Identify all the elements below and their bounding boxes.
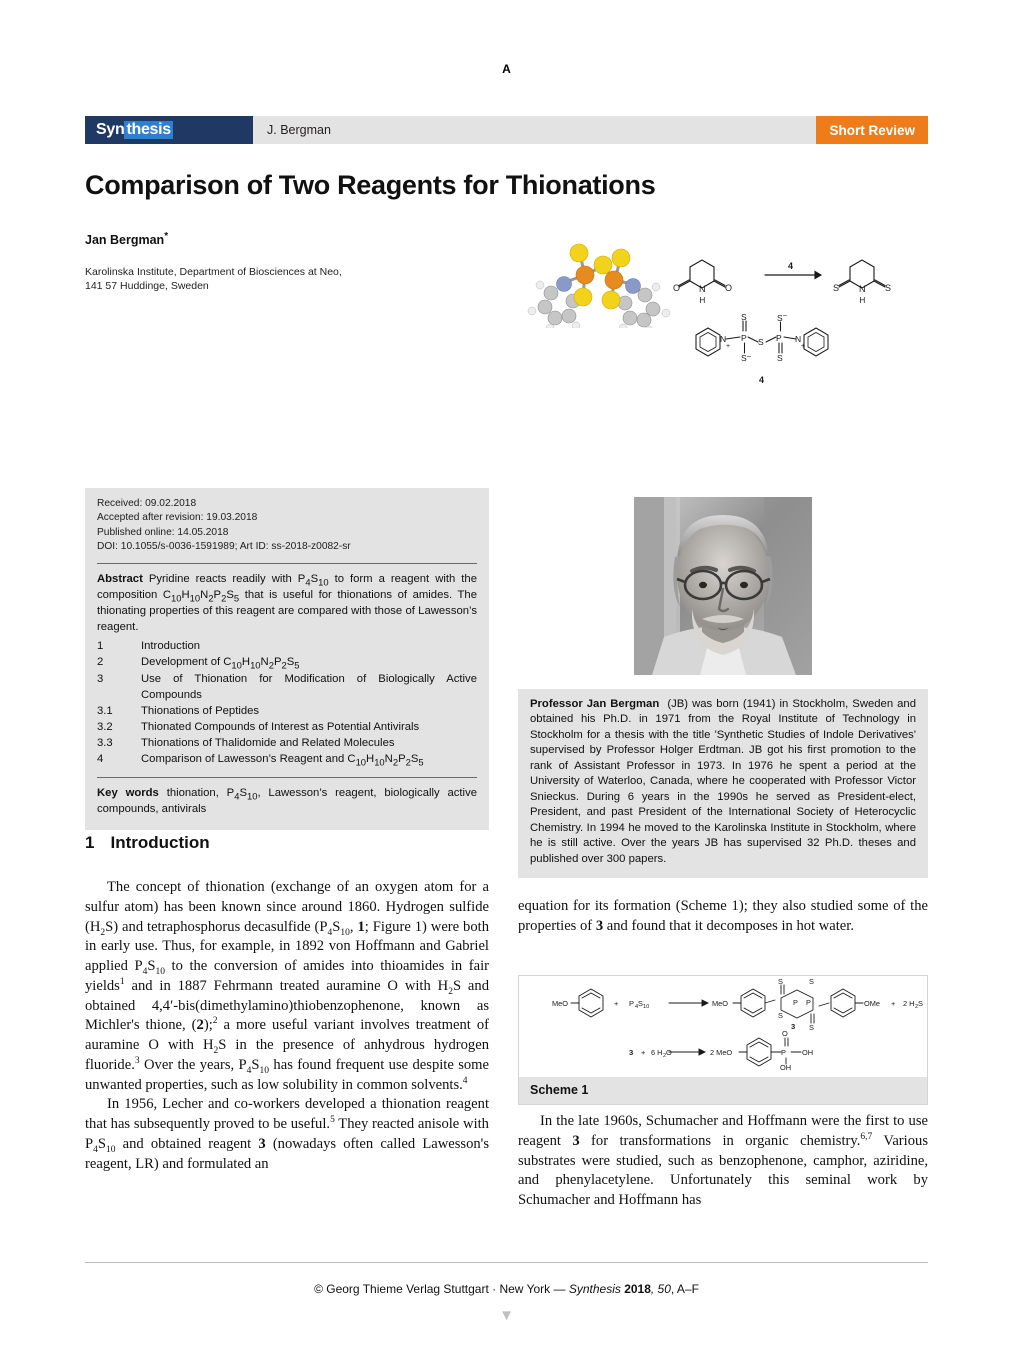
label-oh-1: OH bbox=[802, 1048, 814, 1057]
scheme-1-caption: Scheme 1 bbox=[519, 1077, 927, 1104]
atom-label-n-plus-left: N bbox=[720, 334, 727, 344]
atom-label-o-right: O bbox=[725, 283, 733, 293]
author-photo-wrapper bbox=[518, 488, 928, 689]
label-2meo: 2 MeO bbox=[710, 1048, 733, 1057]
atom-label-p-left: P bbox=[741, 333, 747, 343]
graphical-abstract-reaction-scheme bbox=[670, 225, 935, 395]
author-biography-text bbox=[518, 689, 928, 878]
affiliation bbox=[85, 265, 415, 293]
label-ome: OMe bbox=[864, 999, 881, 1008]
atom-label-h-left: H bbox=[699, 296, 706, 305]
atom-label-s-bottom-right: S bbox=[777, 353, 783, 363]
atom-label-s-right: S bbox=[885, 283, 892, 293]
affiliation-line-1: Karolinska Institute, Department of Biosciences at Neo, bbox=[85, 266, 342, 278]
avatar bbox=[634, 497, 812, 675]
accepted-date: Accepted after revision: 19.03.2018 bbox=[97, 512, 258, 524]
article-type-badge: Short Review bbox=[816, 116, 928, 144]
page-marker: A bbox=[502, 62, 511, 76]
running-head-author: J. Bergman bbox=[267, 123, 331, 137]
molecular-3d-model-image bbox=[523, 233, 673, 328]
svg-text:2: 2 bbox=[915, 1004, 919, 1010]
label-s-bottom: S bbox=[809, 1023, 814, 1032]
abstract bbox=[97, 572, 477, 636]
toc-number: 1 bbox=[97, 639, 104, 652]
toc-label: Use of Thionation for Modification of Biologically Active Compounds bbox=[141, 673, 477, 702]
published-date: Published online: 14.05.2018 bbox=[97, 526, 229, 538]
label-plus-1: + bbox=[614, 999, 619, 1008]
doi-line: DOI: 10.1055/s-0036-1591989; Art ID: ss-2018-z0082-sr bbox=[97, 541, 351, 553]
toc-label: Thionated Compounds of Interest as Potential Antivirals bbox=[141, 721, 420, 734]
label-o-double: O bbox=[782, 1029, 788, 1038]
atom-label-s-top-right: S bbox=[777, 313, 783, 323]
charge-plus-right: + bbox=[801, 343, 806, 350]
article-info-abstract-box bbox=[85, 488, 489, 830]
author-biography-name: Professor Jan Bergman bbox=[530, 698, 660, 710]
toc-label: Thionations of Thalidomide and Related Molecules bbox=[141, 737, 395, 750]
footer-pages: , A–F bbox=[670, 1282, 699, 1296]
toc-number: 2 bbox=[97, 655, 104, 668]
charge-minus-right: – bbox=[783, 312, 787, 319]
toc-number: 4 bbox=[97, 753, 104, 766]
atom-label-n-left: N bbox=[699, 284, 706, 294]
toc-label: Comparison of Lawesson’s Reagent and $C_{10}H_{10}N_2P_2S_5$ bbox=[141, 753, 424, 768]
reagent-label-above-arrow: 4 bbox=[788, 261, 794, 271]
atom-label-n-right: N bbox=[859, 284, 866, 294]
journal-logo-syn: Syn bbox=[96, 121, 125, 138]
label-oh-2: OH bbox=[780, 1063, 792, 1072]
toc-label: Development of $C_{10}H_{10}N_2P_2S_5$ bbox=[141, 655, 300, 670]
label-p-phosphonic: P bbox=[781, 1048, 786, 1057]
scheme-1-figure bbox=[518, 975, 928, 1105]
paragraph-intro-2-continued: equation for its formation (Scheme 1); they also studied some of the properties of 3 and found that it decomposes in hot water. bbox=[518, 898, 928, 934]
atom-label-s-left: S bbox=[833, 283, 840, 293]
paragraph-intro-3: In the late 1960s, Schumacher and Hoffmann were the first to use reagent 3 for transformations in organic chemistry.$^{6,7}$ Various substrates were studied, such as benzophenone, camphor, aziridine, and phenylacetylene. Unfortunately this seminal work by Schumacher and Hoffmann has bbox=[518, 1113, 928, 1209]
footer-year: 2018 bbox=[620, 1282, 651, 1296]
section-title: Introduction bbox=[110, 833, 210, 852]
footer-journal-name: Synthesis bbox=[568, 1282, 621, 1296]
table-of-contents bbox=[97, 638, 477, 769]
journal-logo-thesis: thesis bbox=[126, 121, 171, 138]
toc-number: 3.3 bbox=[97, 737, 113, 750]
label-2h2s: 2 H bbox=[903, 999, 915, 1008]
svg-text:10: 10 bbox=[643, 1004, 650, 1010]
label-plus-2: + bbox=[891, 999, 896, 1008]
corresponding-author-marker: * bbox=[164, 231, 169, 242]
author-biography-box bbox=[518, 488, 928, 878]
svg-text:O: O bbox=[666, 1048, 672, 1057]
divider-above-keywords bbox=[97, 777, 477, 778]
atom-label-h-right: H bbox=[859, 296, 866, 305]
atom-label-s-bottom-left: S bbox=[741, 353, 747, 363]
toc-item[interactable] bbox=[97, 751, 477, 769]
toc-item[interactable] bbox=[97, 735, 477, 751]
received-date: Received: 09.02.2018 bbox=[97, 498, 197, 509]
label-s-ring-bottom: S bbox=[778, 1011, 783, 1020]
scheme-1-artwork bbox=[519, 976, 927, 1072]
toc-number: 3.2 bbox=[97, 721, 113, 734]
label-p-left: P bbox=[793, 998, 798, 1007]
toc-label: Introduction bbox=[141, 639, 201, 652]
keywords-label: Key words bbox=[97, 787, 159, 800]
footer-divider bbox=[85, 1262, 928, 1263]
atom-label-p-right: P bbox=[776, 333, 782, 343]
footer-volume: , 50 bbox=[650, 1282, 671, 1296]
author-biography-body: (JB) was born (1941) in Stockholm, Sweden and obtained his Ph.D. in 1971 from the Royal Institute of Technology in Stockholm for a thesis with the title 'Synthetic Studies of Indole Derivatives' supervised by Professor Holger Erdtman. JB got his first promotion to the rank of Assistant Professor in 1973. In 1976 he spent a period at the University of Waterloo, Canada, where he cooperated with Professor Victor Snieckus. During 6 years in the 1990s he served as President-elect, President, and past President of the International Society of Heterocyclic Chemistry. In 1994 he moved to the Karolinska Institute in Stockholm, where he is still active. Over the years JB has supervised 32 Ph.D. theses and published over 300 papers. bbox=[530, 698, 916, 865]
label-plus-3: + bbox=[641, 1048, 646, 1057]
page-title: Comparison of Two Reagents for Thionations bbox=[85, 170, 656, 200]
label-compound-3: 3 bbox=[791, 1022, 796, 1031]
compound-label-4: 4 bbox=[759, 375, 765, 385]
affiliation-line-2: 141 57 Huddinge, Sweden bbox=[85, 280, 209, 293]
toc-item[interactable] bbox=[97, 638, 477, 654]
graphical-abstract bbox=[515, 225, 935, 395]
keywords-text: thionation, $P_4S_{10}$, Lawesson’s reagent, biologically active compounds, antivirals bbox=[97, 787, 477, 816]
section-number: 1 bbox=[85, 833, 95, 852]
section-heading-introduction bbox=[85, 833, 210, 853]
toc-number: 3.1 bbox=[97, 705, 113, 718]
label-6h2o: 6 H bbox=[651, 1048, 663, 1057]
author-name-text: Jan Bergman bbox=[85, 233, 165, 248]
footer-copyright: © Georg Thieme Verlag Stuttgart · New York — bbox=[314, 1282, 569, 1296]
label-p-right: P bbox=[806, 998, 811, 1007]
toc-item[interactable] bbox=[97, 719, 477, 735]
toc-item[interactable] bbox=[97, 671, 477, 703]
page-footer bbox=[0, 1282, 1013, 1296]
svg-text:4: 4 bbox=[635, 1004, 639, 1010]
label-meo-reactant: MeO bbox=[552, 999, 569, 1008]
body-column-right-bottom bbox=[518, 1112, 928, 1211]
divider-above-abstract bbox=[97, 563, 477, 564]
label-meo-product: MeO bbox=[712, 999, 729, 1008]
atom-label-o-left: O bbox=[673, 283, 681, 293]
toc-item[interactable] bbox=[97, 654, 477, 672]
keywords bbox=[97, 786, 477, 818]
svg-text:2: 2 bbox=[663, 1053, 667, 1059]
body-column-left bbox=[85, 878, 489, 1174]
atom-label-s-bridge: S bbox=[758, 337, 764, 347]
page-continuation-marker: ▼ bbox=[499, 1307, 514, 1324]
svg-text:S: S bbox=[638, 999, 643, 1008]
label-compound-3-reactant: 3 bbox=[629, 1048, 634, 1057]
charge-minus-left: – bbox=[747, 353, 751, 360]
atom-label-n-plus-right: N bbox=[795, 334, 802, 344]
svg-text:S: S bbox=[918, 999, 923, 1008]
paragraph-intro-2: In 1956, Lecher and co-workers developed a thionation reagent that has subsequently proved to be useful.$^5$ They reacted anisole with $P_4S_{10}$ and obtained reagent 3 (nowadays often called Lawesson's reagent, LR) and formulated an bbox=[85, 1096, 489, 1172]
running-head bbox=[85, 116, 928, 144]
label-p4s10: P bbox=[629, 999, 634, 1008]
label-s-ring-top: S bbox=[809, 977, 814, 986]
journal-logo bbox=[85, 116, 253, 144]
toc-number: 3 bbox=[97, 673, 104, 686]
body-column-right-top bbox=[518, 897, 928, 937]
label-s-top: S bbox=[778, 977, 783, 986]
paragraph-intro-1: The concept of thionation (exchange of an oxygen atom for a sulfur atom) has been known since around 1860. Hydrogen sulfide $(H_2S)$ and tetraphosphorus decasulfide ($P_4S_{10}$, 1; Figure 1) were both in early use. Thus, for example, in 1892 von Hoffmann and Gabriel applied $P_4S_{10}$ to the conversion of amides into thioamides in fair yields$^1$ and in 1887 Fehrmann treated auramine O with $H_2S$ and obtained 4,4′-bis(dimethylamino)thiobenzophenone, known as Michler's thione, (2);$^2$ a more useful variant involves treatment of auramine O with $H_2S$ in the presence of anhydrous hydrogen fluoride.$^3$ Over the years, $P_4S_{10}$ has found frequent use despite some unwanted properties, such as low solubility in common solvents.$^4$ bbox=[85, 879, 490, 1093]
toc-label: Thionations of Peptides bbox=[141, 705, 260, 718]
atom-label-s-top-left: S bbox=[741, 312, 747, 322]
toc-item[interactable] bbox=[97, 703, 477, 719]
publication-dates bbox=[97, 497, 477, 555]
author-name bbox=[85, 231, 168, 247]
abstract-label: Abstract bbox=[97, 572, 143, 585]
abstract-text: Pyridine reacts readily with $P_4S_{10}$ to form a reagent with the composition $C_{10}H_{10}N_2P_2S_5$ that is useful for thionations of amides. The thionating properties of this reagent are compared with those of Lawesson’s reagent. bbox=[97, 572, 477, 634]
charge-plus-left: + bbox=[726, 343, 731, 350]
